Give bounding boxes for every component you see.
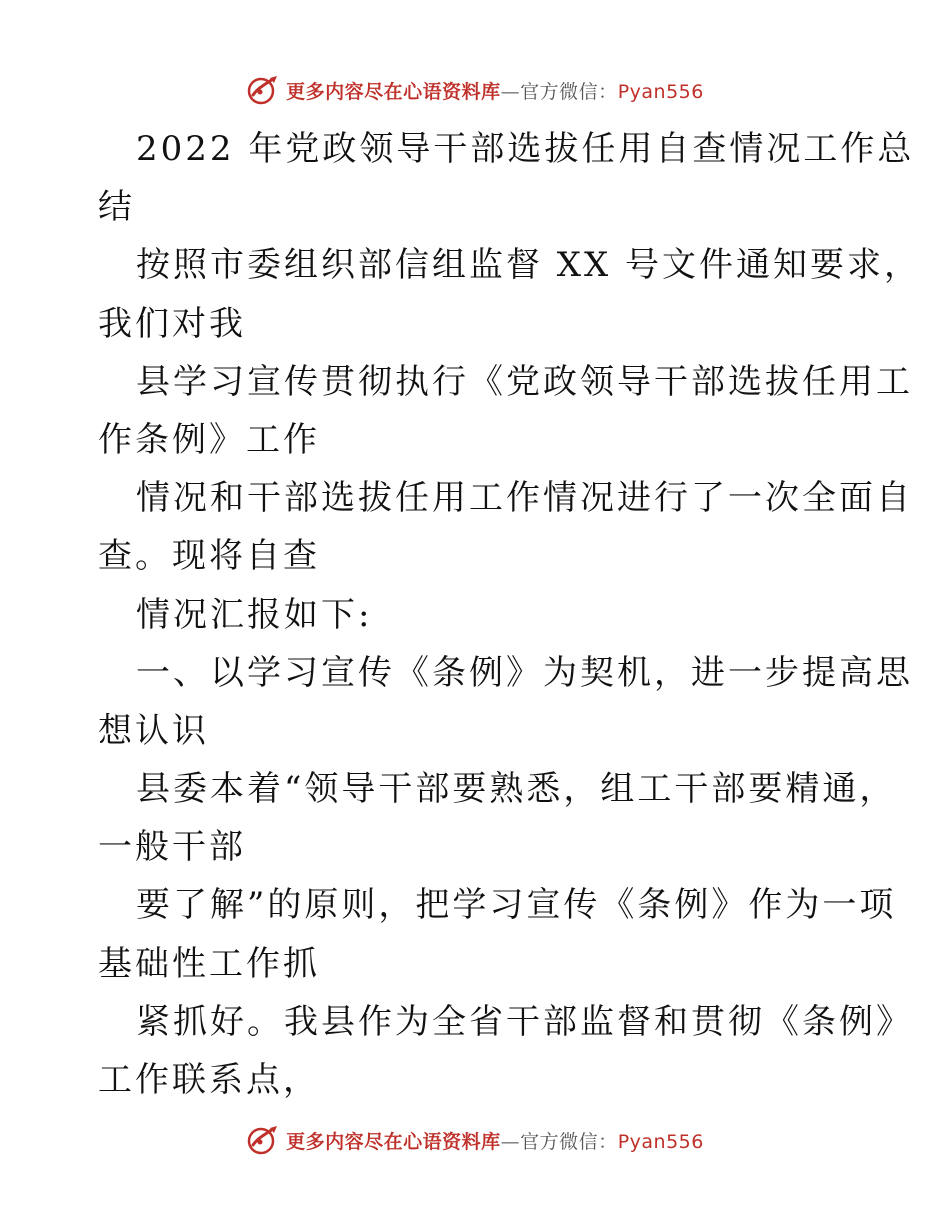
header-banner-separator: — xyxy=(500,80,521,103)
doc-line: 情况和干部选拔任用工作情况进行了一次全面自 xyxy=(136,478,913,519)
pen-logo-icon xyxy=(246,73,280,107)
doc-line: 工作联系点， xyxy=(98,1060,320,1100)
document-body xyxy=(98,120,922,1109)
doc-line-title-1: 2022 年党政领导干部选拔任用自查情况工作总 xyxy=(136,129,915,169)
doc-line: 要了解”的原则，把学习宣传《条例》作为一项 xyxy=(136,885,897,926)
header-wechat-id: Pyan556 xyxy=(617,80,704,103)
doc-line: 作条例》工作 xyxy=(98,419,320,460)
footer-banner-separator: — xyxy=(500,1130,521,1153)
doc-line: 我们对我 xyxy=(98,303,246,344)
header-banner-title: 更多内容尽在心语资料库 xyxy=(286,80,501,103)
footer-banner-text xyxy=(286,1127,704,1154)
doc-line: 按照市委组织部信组监督 XX 号文件通知要求， xyxy=(136,245,922,286)
doc-line-title-2: 结 xyxy=(98,187,135,228)
footer-banner xyxy=(0,1120,950,1160)
header-banner-text xyxy=(286,77,704,104)
doc-section-heading-1: 一、以学习宣传《条例》为契机，进一步提高思 xyxy=(136,652,913,693)
footer-wechat-id: Pyan556 xyxy=(617,1130,704,1153)
doc-section-heading-1-cont: 想认识 xyxy=(98,710,209,751)
doc-line: 情况汇报如下: xyxy=(136,594,373,635)
doc-line: 一般干部 xyxy=(98,827,246,868)
doc-line: 基础性工作抓 xyxy=(98,943,320,984)
doc-line: 查。现将自查 xyxy=(98,536,320,577)
footer-wechat-label: 官方微信： xyxy=(520,1130,618,1153)
doc-line: 紧抓好。我县作为全省干部监督和贯彻《条例》 xyxy=(136,1001,913,1042)
pen-logo-icon xyxy=(246,1123,280,1157)
footer-banner-title: 更多内容尽在心语资料库 xyxy=(286,1130,501,1153)
doc-line: 县委本着“领导干部要熟悉，组工干部要精通， xyxy=(136,769,897,810)
header-banner xyxy=(0,70,950,110)
doc-line: 县学习宣传贯彻执行《党政领导干部选拔任用工 xyxy=(136,361,913,402)
header-wechat-label: 官方微信： xyxy=(520,80,618,103)
